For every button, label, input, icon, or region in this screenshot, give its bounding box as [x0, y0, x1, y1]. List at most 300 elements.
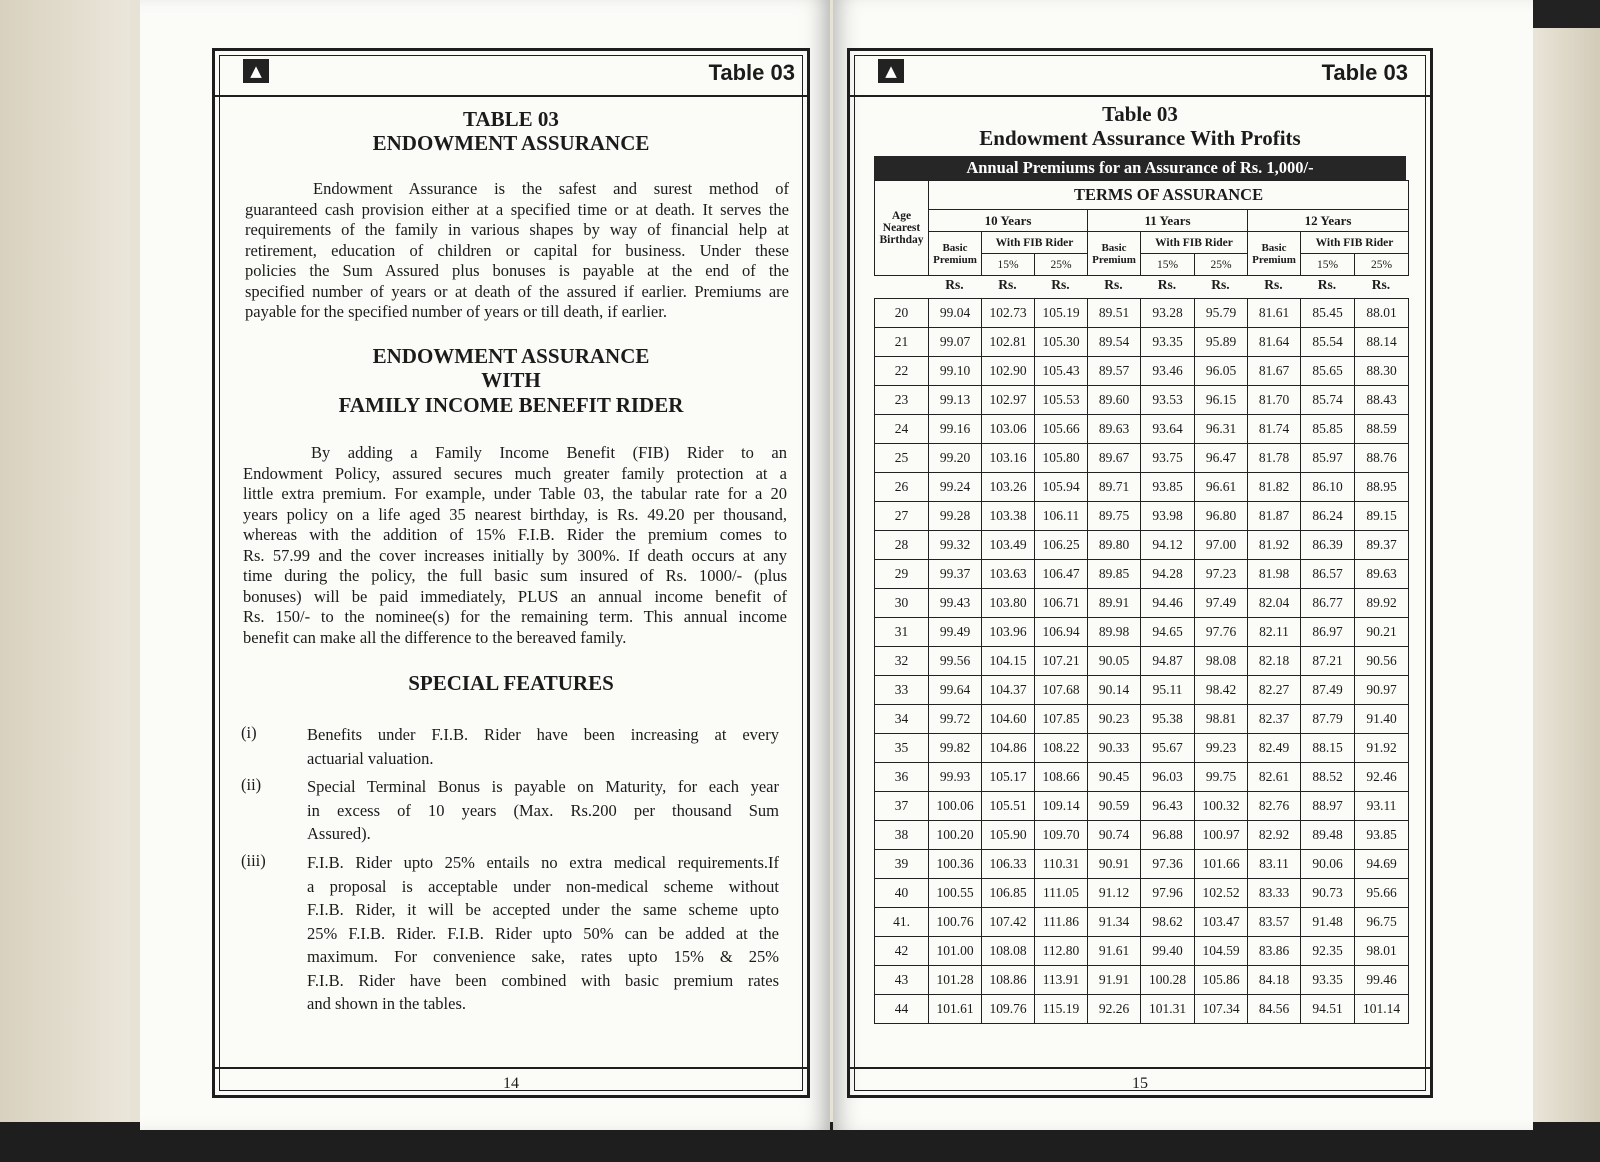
feature-number: (ii)	[241, 775, 262, 794]
text-line: benefit can make all the difference to the bereaved family.	[243, 627, 627, 647]
premium-cell: 97.96	[1141, 879, 1195, 908]
premium-cell: 84.56	[1248, 995, 1301, 1024]
premium-cell: 95.11	[1141, 676, 1195, 705]
premium-cell: 97.36	[1141, 850, 1195, 879]
age-cell: 40	[875, 879, 929, 908]
premium-cell: 81.78	[1248, 444, 1301, 473]
premium-cell: 90.56	[1355, 647, 1409, 676]
text-line: whereas with the addition of 15% F.I.B. Rider the premium comes to	[243, 525, 787, 544]
premium-cell: 98.01	[1355, 937, 1409, 966]
currency-label: Rs.	[1371, 277, 1391, 292]
age-cell: 37	[875, 792, 929, 821]
text-line: and shown in the tables.	[307, 994, 467, 1013]
premium-cell: 96.47	[1195, 444, 1248, 473]
premium-cell: 93.35	[1141, 328, 1195, 357]
age-cell: 36	[875, 763, 929, 792]
premium-cell: 90.97	[1355, 676, 1409, 705]
age-cell: 26	[875, 473, 929, 502]
table-row	[875, 589, 1409, 618]
table-row	[875, 908, 1409, 937]
premium-cell: 99.23	[1195, 734, 1248, 763]
premium-cell: 115.19	[1035, 995, 1088, 1024]
table-title: Table 03	[1102, 102, 1178, 126]
annual-premium-bar: Annual Premiums for an Assurance of Rs. 1,000/-	[874, 156, 1406, 180]
premium-cell: 95.67	[1141, 734, 1195, 763]
basic-premium-header: Basic Premium	[1248, 232, 1301, 276]
premium-cell: 82.37	[1248, 705, 1301, 734]
premium-cell: 93.64	[1141, 415, 1195, 444]
header-table-label: Table 03	[1321, 60, 1408, 85]
table-row	[875, 357, 1409, 386]
rider-heading-line3: FAMILY INCOME BENEFIT RIDER	[338, 393, 684, 417]
text-line: payable for the specified number of years or till death, if earlier.	[245, 302, 667, 321]
currency-label: Rs.	[1317, 277, 1337, 292]
premium-cell: 94.87	[1141, 647, 1195, 676]
premium-cell: 100.76	[929, 908, 982, 937]
premium-cell: 96.03	[1141, 763, 1195, 792]
premium-cell: 90.59	[1088, 792, 1141, 821]
currency-label: Rs.	[1211, 277, 1230, 292]
text-line: Rs. 150/- to the nominee(s) for the remaining term. This annual income	[243, 607, 787, 626]
right-page-footer	[850, 1067, 1430, 1095]
premium-cell: 107.34	[1195, 995, 1248, 1024]
currency-label: Rs.	[1104, 277, 1123, 292]
table-row	[875, 415, 1409, 444]
term-10-years: 10 Years	[929, 210, 1088, 232]
premium-cell: 112.80	[1035, 937, 1088, 966]
premium-cell: 90.45	[1088, 763, 1141, 792]
table-row	[875, 618, 1409, 647]
premium-cell: 97.00	[1195, 531, 1248, 560]
premium-cell: 81.64	[1248, 328, 1301, 357]
age-cell: 31	[875, 618, 929, 647]
premium-cell: 100.32	[1195, 792, 1248, 821]
premium-cell: 96.43	[1141, 792, 1195, 821]
premium-cell: 99.37	[929, 560, 982, 589]
basic-premium-header: Basic Premium	[929, 232, 982, 276]
premium-cell: 82.76	[1248, 792, 1301, 821]
table-row	[875, 763, 1409, 792]
right-page-frame	[847, 48, 1433, 1098]
premium-cell: 109.14	[1035, 792, 1088, 821]
left-page-header	[215, 51, 807, 97]
premium-cell: 85.74	[1301, 386, 1355, 415]
premium-cell: 104.59	[1195, 937, 1248, 966]
premium-cell: 85.54	[1301, 328, 1355, 357]
premium-cell: 103.47	[1195, 908, 1248, 937]
premium-cell: 99.75	[1195, 763, 1248, 792]
premium-cell: 99.07	[929, 328, 982, 357]
feature-text	[307, 851, 779, 1016]
right-page-header	[850, 51, 1430, 97]
premium-cell: 89.54	[1088, 328, 1141, 357]
premium-cell: 105.43	[1035, 357, 1088, 386]
premium-cell: 99.13	[929, 386, 982, 415]
premium-cell: 89.37	[1355, 531, 1409, 560]
premium-cell: 86.77	[1301, 589, 1355, 618]
premium-cell: 89.71	[1088, 473, 1141, 502]
premium-cell: 86.24	[1301, 502, 1355, 531]
left-page-footer	[215, 1067, 807, 1095]
premium-cell: 81.61	[1248, 299, 1301, 328]
text-line: Assured).	[307, 824, 371, 843]
text-line: Special Terminal Bonus is payable on Maturity, for each year	[307, 777, 779, 796]
text-line: in excess of 10 years (Max. Rs.200 per thousand Sum	[307, 800, 779, 820]
scanner-background-left	[0, 0, 130, 1162]
premium-cell: 93.11	[1355, 792, 1409, 821]
page-number: 15	[1132, 1075, 1148, 1092]
age-cell: 44	[875, 995, 929, 1024]
premium-cell: 97.49	[1195, 589, 1248, 618]
premium-cell: 101.28	[929, 966, 982, 995]
fib-25-header: 25%	[1355, 254, 1409, 276]
premium-cell: 101.61	[929, 995, 982, 1024]
age-cell: 20	[875, 299, 929, 328]
premium-cell: 103.80	[982, 589, 1035, 618]
premium-cell: 81.70	[1248, 386, 1301, 415]
premium-cell: 105.80	[1035, 444, 1088, 473]
premium-cell: 101.14	[1355, 995, 1409, 1024]
premium-cell: 91.12	[1088, 879, 1141, 908]
premium-cell: 89.85	[1088, 560, 1141, 589]
premium-cell: 94.65	[1141, 618, 1195, 647]
text-line: time during the policy, the full basic sum insured of Rs. 1000/- (plus	[243, 566, 787, 585]
text-line: maximum. For convenience sake, rates upto 15% & 25%	[307, 947, 779, 966]
premium-cell: 106.85	[982, 879, 1035, 908]
age-cell: 30	[875, 589, 929, 618]
table-row	[875, 299, 1409, 328]
premium-cell: 104.86	[982, 734, 1035, 763]
rider-heading-line2: WITH	[481, 368, 541, 392]
age-cell: 38	[875, 821, 929, 850]
premium-cell: 82.61	[1248, 763, 1301, 792]
premium-cell: 100.20	[929, 821, 982, 850]
premium-cell: 98.42	[1195, 676, 1248, 705]
premium-cell: 103.63	[982, 560, 1035, 589]
premium-cell: 101.31	[1141, 995, 1195, 1024]
premium-cell: 92.46	[1355, 763, 1409, 792]
premium-cell: 94.46	[1141, 589, 1195, 618]
premium-cell: 94.69	[1355, 850, 1409, 879]
table-row	[875, 966, 1409, 995]
age-cell: 25	[875, 444, 929, 473]
premium-cell: 89.51	[1088, 299, 1141, 328]
premium-cell: 96.75	[1355, 908, 1409, 937]
terms-of-assurance-header: TERMS OF ASSURANCE	[929, 181, 1409, 210]
table-row	[875, 937, 1409, 966]
text-line: F.I.B. Rider, it will be accepted under the same scheme upto	[307, 900, 779, 919]
premium-cell: 93.98	[1141, 502, 1195, 531]
text-line: requirements of the family in various shapes by way of financial help at	[245, 220, 789, 239]
premium-cell: 91.92	[1355, 734, 1409, 763]
premium-cell: 95.89	[1195, 328, 1248, 357]
premium-cell: 106.71	[1035, 589, 1088, 618]
text-line: policies the Sum Assured plus bonuses is payable at the end of the	[245, 261, 789, 280]
table-title: TABLE 03	[463, 107, 559, 131]
premium-cell: 105.19	[1035, 299, 1088, 328]
premium-cell: 91.40	[1355, 705, 1409, 734]
age-cell: 32	[875, 647, 929, 676]
features-heading: SPECIAL FEATURES	[408, 671, 614, 695]
premium-cell: 95.66	[1355, 879, 1409, 908]
premium-cell: 93.53	[1141, 386, 1195, 415]
premium-cell: 89.48	[1301, 821, 1355, 850]
premium-cell: 102.81	[982, 328, 1035, 357]
table-row	[875, 734, 1409, 763]
table-row	[875, 386, 1409, 415]
premium-cell: 86.39	[1301, 531, 1355, 560]
premium-cell: 88.59	[1355, 415, 1409, 444]
premium-cell: 105.66	[1035, 415, 1088, 444]
premium-cell: 99.56	[929, 647, 982, 676]
premium-cell: 103.16	[982, 444, 1035, 473]
premium-cell: 96.31	[1195, 415, 1248, 444]
text-line: years policy on a life aged 35 nearest birthday, is Rs. 49.20 per thousand,	[243, 504, 787, 524]
premium-cell: 96.05	[1195, 357, 1248, 386]
premium-cell: 106.11	[1035, 502, 1088, 531]
table-row	[875, 328, 1409, 357]
premium-cell: 96.80	[1195, 502, 1248, 531]
premium-cell: 94.51	[1301, 995, 1355, 1024]
premium-cell: 88.43	[1355, 386, 1409, 415]
currency-row	[874, 277, 1408, 297]
premium-cell: 94.28	[1141, 560, 1195, 589]
fib-25-header: 25%	[1035, 254, 1088, 276]
premium-cell: 83.11	[1248, 850, 1301, 879]
age-header: Age Nearest Birthday	[875, 181, 929, 276]
scanner-background-right	[1530, 0, 1600, 1162]
premium-cell: 90.06	[1301, 850, 1355, 879]
premium-cell: 88.95	[1355, 473, 1409, 502]
premium-cell: 90.21	[1355, 618, 1409, 647]
premium-cell: 91.61	[1088, 937, 1141, 966]
age-cell: 42	[875, 937, 929, 966]
rider-heading-line1: ENDOWMENT ASSURANCE	[372, 344, 650, 368]
premium-cell: 89.57	[1088, 357, 1141, 386]
premium-cell: 88.76	[1355, 444, 1409, 473]
header-table-label: Table 03	[708, 60, 795, 85]
premium-cell: 90.74	[1088, 821, 1141, 850]
term-12-years: 12 Years	[1248, 210, 1409, 232]
premium-cell: 84.18	[1248, 966, 1301, 995]
premium-cell: 89.92	[1355, 589, 1409, 618]
premium-cell: 90.91	[1088, 850, 1141, 879]
logo-icon: ▲	[243, 59, 269, 83]
age-cell: 21	[875, 328, 929, 357]
premium-cell: 105.86	[1195, 966, 1248, 995]
premium-cell: 108.66	[1035, 763, 1088, 792]
premium-cell: 105.51	[982, 792, 1035, 821]
premium-cell: 81.98	[1248, 560, 1301, 589]
currency-label: Rs.	[1264, 277, 1283, 292]
premium-cell: 102.90	[982, 357, 1035, 386]
age-cell: 41.	[875, 908, 929, 937]
table-row	[875, 560, 1409, 589]
fib-25-header: 25%	[1195, 254, 1248, 276]
premium-cell: 89.63	[1355, 560, 1409, 589]
premium-cell: 101.00	[929, 937, 982, 966]
feature-text	[307, 723, 779, 770]
text-line: Endowment Policy, assured secures much greater family protection at a	[243, 463, 787, 483]
premium-cell: 107.68	[1035, 676, 1088, 705]
premium-cell: 86.57	[1301, 560, 1355, 589]
table-row	[875, 473, 1409, 502]
premium-cell: 98.81	[1195, 705, 1248, 734]
premium-cell: 99.28	[929, 502, 982, 531]
premium-table	[874, 298, 1409, 1024]
text-line: By adding a Family Income Benefit (FIB) Rider to an	[311, 443, 787, 462]
left-page-frame	[212, 48, 810, 1098]
premium-cell: 95.38	[1141, 705, 1195, 734]
premium-cell: 104.60	[982, 705, 1035, 734]
premium-cell: 99.32	[929, 531, 982, 560]
premium-cell: 81.74	[1248, 415, 1301, 444]
text-line: Benefits under F.I.B. Rider have been increasing at every	[307, 725, 779, 744]
premium-cell: 105.30	[1035, 328, 1088, 357]
premium-cell: 90.73	[1301, 879, 1355, 908]
premium-cell: 102.73	[982, 299, 1035, 328]
table-row	[875, 821, 1409, 850]
premium-cell: 82.11	[1248, 618, 1301, 647]
premium-cell: 93.28	[1141, 299, 1195, 328]
basic-premium-header: Basic Premium	[1088, 232, 1141, 276]
premium-cell: 90.33	[1088, 734, 1141, 763]
premium-cell: 86.97	[1301, 618, 1355, 647]
premium-cell: 82.18	[1248, 647, 1301, 676]
premium-cell: 100.55	[929, 879, 982, 908]
left-page	[140, 0, 830, 1130]
premium-cell: 93.35	[1301, 966, 1355, 995]
feature-number: (iii)	[241, 851, 266, 870]
text-line: little extra premium. For example, under Table 03, the tabular rate for a 20	[243, 484, 787, 503]
premium-cell: 92.26	[1088, 995, 1141, 1024]
table-column-headers	[874, 180, 1409, 276]
premium-cell: 82.27	[1248, 676, 1301, 705]
text-line: bonuses) will be paid immediately, PLUS an annual income benefit of	[243, 586, 787, 606]
premium-cell: 110.31	[1035, 850, 1088, 879]
premium-cell: 93.85	[1355, 821, 1409, 850]
fib-rider-header: With FIB Rider	[982, 232, 1088, 254]
premium-cell: 81.87	[1248, 502, 1301, 531]
table-row	[875, 792, 1409, 821]
premium-cell: 86.10	[1301, 473, 1355, 502]
page-number: 14	[503, 1075, 519, 1092]
premium-cell: 99.10	[929, 357, 982, 386]
premium-cell: 89.67	[1088, 444, 1141, 473]
premium-cell: 113.91	[1035, 966, 1088, 995]
premium-cell: 108.86	[982, 966, 1035, 995]
table-row	[875, 502, 1409, 531]
scanner-edge-top	[1530, 0, 1600, 28]
right-page	[833, 0, 1533, 1130]
premium-cell: 100.28	[1141, 966, 1195, 995]
premium-cell: 98.62	[1141, 908, 1195, 937]
table-row	[875, 995, 1409, 1024]
premium-cell: 103.38	[982, 502, 1035, 531]
premium-cell: 99.72	[929, 705, 982, 734]
premium-cell: 91.34	[1088, 908, 1141, 937]
premium-cell: 104.37	[982, 676, 1035, 705]
premium-cell: 109.76	[982, 995, 1035, 1024]
text-line: Rs. 57.99 and the cover increases initially by 300%. If death occurs at any	[243, 545, 787, 565]
premium-cell: 94.12	[1141, 531, 1195, 560]
premium-cell: 99.64	[929, 676, 982, 705]
text-line: a proposal is acceptable under non-medical scheme without	[307, 876, 779, 896]
premium-cell: 99.24	[929, 473, 982, 502]
fib-rider-header: With FIB Rider	[1301, 232, 1409, 254]
premium-cell: 96.15	[1195, 386, 1248, 415]
premium-cell: 89.80	[1088, 531, 1141, 560]
fib-15-header: 15%	[1141, 254, 1195, 276]
term-11-years: 11 Years	[1088, 210, 1248, 232]
age-cell: 28	[875, 531, 929, 560]
premium-cell: 99.20	[929, 444, 982, 473]
premium-cell: 90.23	[1088, 705, 1141, 734]
premium-cell: 85.65	[1301, 357, 1355, 386]
currency-label: Rs.	[998, 277, 1017, 292]
premium-cell: 83.86	[1248, 937, 1301, 966]
premium-cell: 93.85	[1141, 473, 1195, 502]
text-line: guaranteed cash provision either at a specified time or at death. It serves the	[245, 199, 789, 219]
premium-cell: 107.21	[1035, 647, 1088, 676]
premium-cell: 85.45	[1301, 299, 1355, 328]
premium-cell: 81.92	[1248, 531, 1301, 560]
premium-cell: 91.48	[1301, 908, 1355, 937]
premium-cell: 99.16	[929, 415, 982, 444]
premium-cell: 88.01	[1355, 299, 1409, 328]
premium-cell: 103.06	[982, 415, 1035, 444]
intro-paragraph	[245, 179, 789, 323]
premium-cell: 87.79	[1301, 705, 1355, 734]
premium-cell: 106.94	[1035, 618, 1088, 647]
fib-15-header: 15%	[982, 254, 1035, 276]
premium-cell: 108.22	[1035, 734, 1088, 763]
age-cell: 22	[875, 357, 929, 386]
premium-cell: 88.15	[1301, 734, 1355, 763]
premium-cell: 111.05	[1035, 879, 1088, 908]
premium-cell: 100.36	[929, 850, 982, 879]
premium-cell: 83.57	[1248, 908, 1301, 937]
premium-cell: 99.43	[929, 589, 982, 618]
table-row	[875, 705, 1409, 734]
text-line: retirement, education of children or capital for business. Under these	[245, 240, 789, 260]
premium-cell: 88.97	[1301, 792, 1355, 821]
premium-cell: 83.33	[1248, 879, 1301, 908]
table-row	[875, 850, 1409, 879]
premium-cell: 89.98	[1088, 618, 1141, 647]
premium-cell: 100.06	[929, 792, 982, 821]
premium-cell: 85.85	[1301, 415, 1355, 444]
premium-cell: 99.49	[929, 618, 982, 647]
premium-cell: 82.49	[1248, 734, 1301, 763]
premium-cell: 89.63	[1088, 415, 1141, 444]
premium-cell: 93.75	[1141, 444, 1195, 473]
premium-cell: 87.49	[1301, 676, 1355, 705]
premium-cell: 105.90	[982, 821, 1035, 850]
feature-number: (i)	[241, 723, 257, 742]
premium-cell: 107.42	[982, 908, 1035, 937]
premium-cell: 103.96	[982, 618, 1035, 647]
premium-cell: 89.75	[1088, 502, 1141, 531]
premium-cell: 81.82	[1248, 473, 1301, 502]
premium-cell: 102.97	[982, 386, 1035, 415]
premium-cell: 88.52	[1301, 763, 1355, 792]
age-cell: 24	[875, 415, 929, 444]
age-cell: 43	[875, 966, 929, 995]
premium-cell: 88.30	[1355, 357, 1409, 386]
logo-icon: ▲	[878, 59, 904, 83]
premium-cell: 99.04	[929, 299, 982, 328]
